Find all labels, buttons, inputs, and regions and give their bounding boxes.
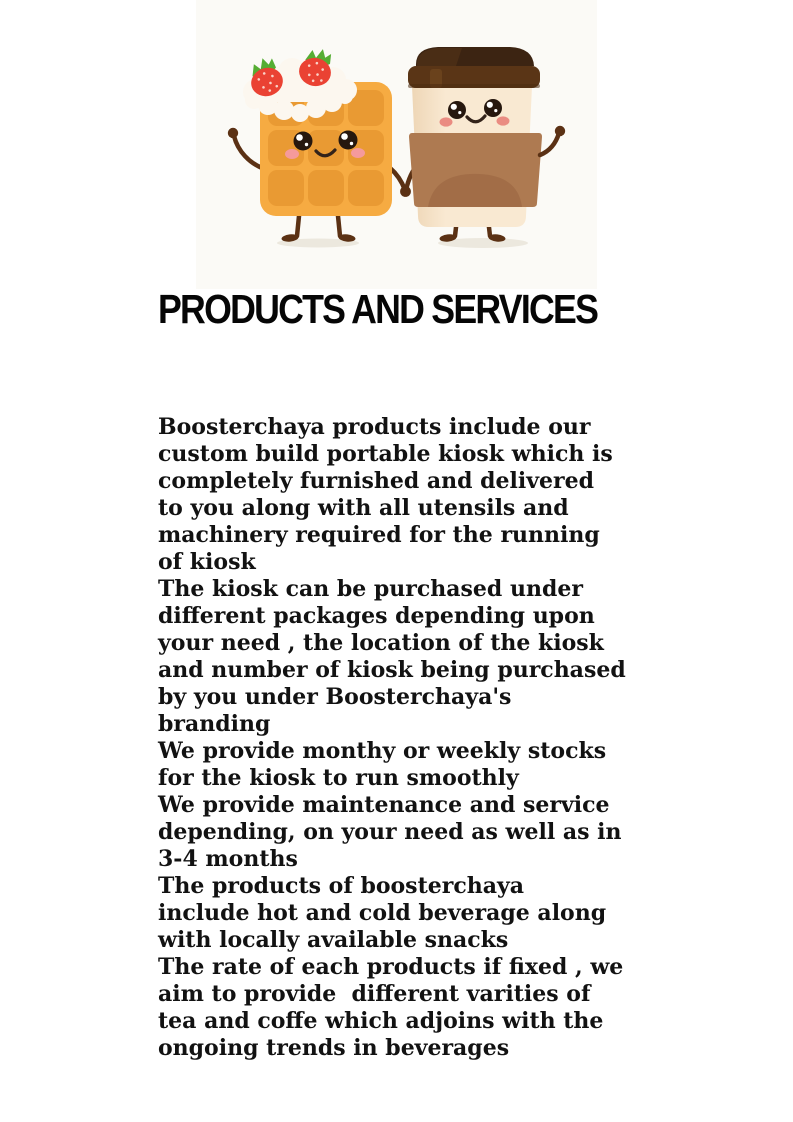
body-line: custom build portable kiosk which is bbox=[158, 441, 613, 467]
cup-lid bbox=[408, 47, 540, 88]
body-line: by you under Boosterchaya's bbox=[158, 684, 512, 710]
body-line: include hot and cold beverage along bbox=[158, 900, 607, 926]
body-line: The kiosk can be purchased under bbox=[158, 576, 583, 602]
coffee-right-hand bbox=[555, 126, 565, 136]
waffle-and-coffee-illustration bbox=[196, 0, 597, 289]
waffle-character bbox=[228, 45, 405, 247]
body-line: aim to provide different varities of bbox=[158, 981, 591, 1007]
body-line: The rate of each products if fixed , we bbox=[158, 954, 624, 980]
body-line: to you along with all utensils and bbox=[158, 495, 569, 521]
body-line: depending, on your need as well as in bbox=[158, 819, 622, 845]
body-line: for the kiosk to run smoothly bbox=[158, 765, 519, 791]
body-line: tea and coffe which adjoins with the bbox=[158, 1008, 604, 1034]
body-line: branding bbox=[158, 711, 271, 737]
page-title: PRODUCTS AND SERVICES bbox=[158, 286, 598, 332]
body-text bbox=[158, 414, 658, 1062]
body-line: 3-4 months bbox=[158, 846, 298, 872]
waffle-left-hand bbox=[228, 128, 238, 138]
body-line: and number of kiosk being purchased bbox=[158, 657, 626, 683]
body-line: machinery required for the running bbox=[158, 522, 600, 548]
body-line: different packages depending upon bbox=[158, 603, 595, 629]
body-line: Boosterchaya products include our bbox=[158, 414, 591, 440]
body-line: completely furnished and delivered bbox=[158, 468, 595, 494]
body-line: We provide maintenance and service bbox=[158, 792, 610, 818]
body-line: of kiosk bbox=[158, 549, 256, 575]
body-line: The products of boosterchaya bbox=[158, 873, 524, 899]
illustration-waffle-and-coffee bbox=[196, 0, 597, 289]
body-line: your need , the location of the kiosk bbox=[158, 630, 604, 656]
body-line: ongoing trends in beverages bbox=[158, 1035, 510, 1061]
coffee-cup-character bbox=[400, 47, 565, 248]
body-line: We provide monthy or weekly stocks bbox=[158, 738, 607, 764]
clasped-hands bbox=[400, 186, 411, 197]
body-line: with locally available snacks bbox=[158, 927, 509, 953]
